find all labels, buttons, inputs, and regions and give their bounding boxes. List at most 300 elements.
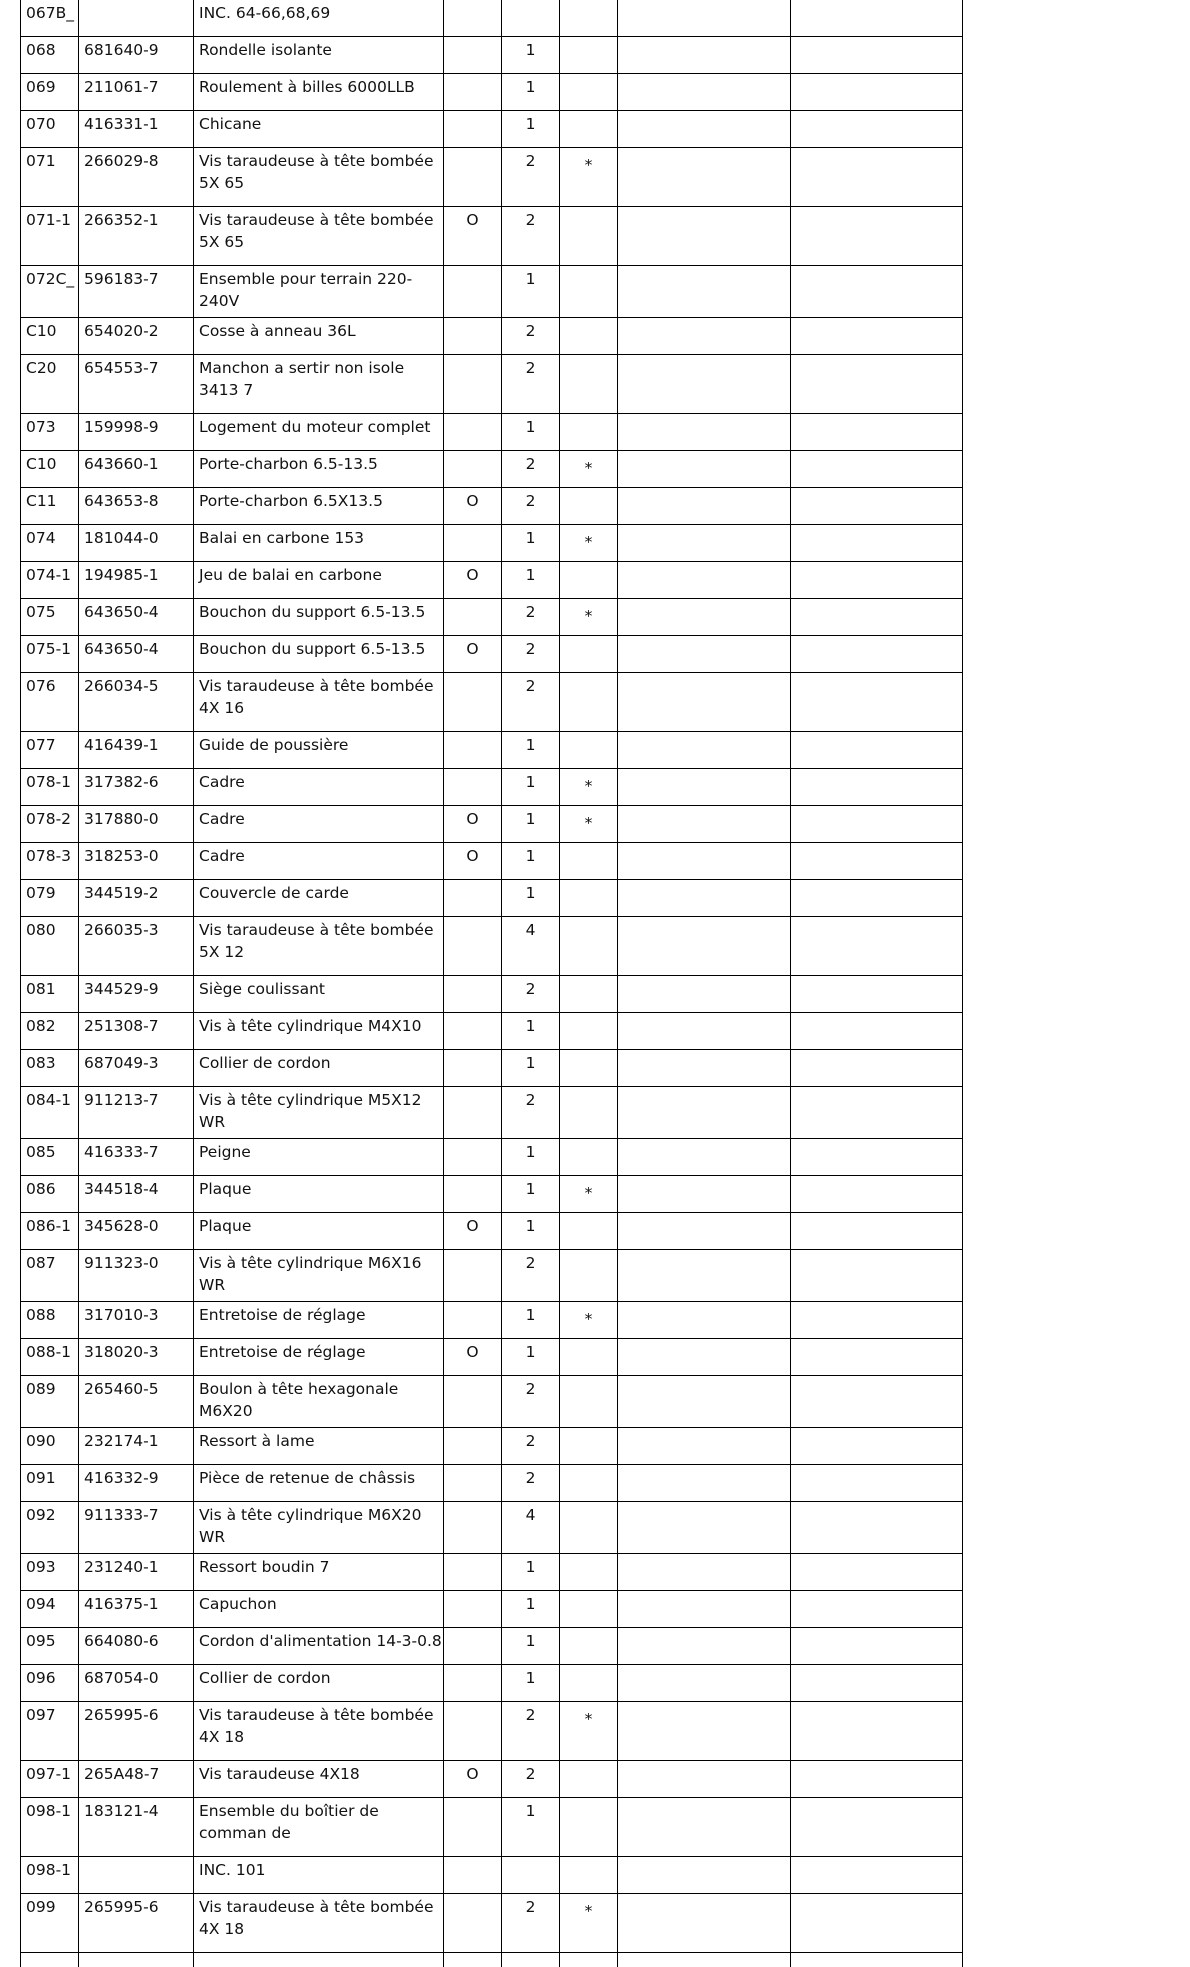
table-row <box>21 1339 963 1376</box>
row-number-cell: 071 <box>21 148 79 207</box>
description-cell: Vis taraudeuse à tête bombée 4X 18 <box>194 1702 444 1761</box>
extra-cell-b <box>791 1798 963 1857</box>
description-cell: Vis à tête cylindrique M6X20 WR <box>194 1502 444 1554</box>
row-number-cell: C20 <box>21 355 79 414</box>
extra-cell-b <box>791 266 963 318</box>
table-row <box>21 1665 963 1702</box>
table-row <box>21 1591 963 1628</box>
extra-cell-a <box>618 806 791 843</box>
row-number-cell: 076 <box>21 673 79 732</box>
extra-cell-b <box>791 1139 963 1176</box>
mark-cell <box>560 673 618 732</box>
part-number-cell <box>79 1857 194 1894</box>
table-row <box>21 111 963 148</box>
extra-cell-a <box>618 636 791 673</box>
table-row <box>21 1502 963 1554</box>
table-row <box>21 636 963 673</box>
extra-cell-a <box>618 1376 791 1428</box>
extra-cell-b <box>791 1761 963 1798</box>
description-cell: Cosse à anneau 36L <box>194 318 444 355</box>
empty-cell <box>560 1953 618 1967</box>
description-cell: Cadre <box>194 843 444 880</box>
row-number-cell: 097 <box>21 1702 79 1761</box>
mark-cell <box>560 1465 618 1502</box>
part-number-cell: 181044-0 <box>79 525 194 562</box>
extra-cell-a <box>618 207 791 266</box>
part-number-cell: 687049-3 <box>79 1050 194 1087</box>
quantity-cell: 1 <box>502 111 560 148</box>
extra-cell-b <box>791 880 963 917</box>
table-row <box>21 769 963 806</box>
mark-cell <box>560 207 618 266</box>
description-cell: Bouchon du support 6.5-13.5 <box>194 636 444 673</box>
part-number-cell: 416332-9 <box>79 1465 194 1502</box>
quantity-cell: 1 <box>502 414 560 451</box>
empty-cell <box>194 1953 444 1967</box>
note-cell <box>444 1013 502 1050</box>
mark-cell: * <box>560 525 618 562</box>
note-cell <box>444 1087 502 1139</box>
row-number-cell: 098-1 <box>21 1798 79 1857</box>
description-cell: Peigne <box>194 1139 444 1176</box>
extra-cell-a <box>618 1428 791 1465</box>
note-cell: O <box>444 562 502 599</box>
table-row <box>21 1376 963 1428</box>
empty-cell <box>502 1953 560 1967</box>
table-row <box>21 880 963 917</box>
quantity-cell: 1 <box>502 1013 560 1050</box>
mark-cell <box>560 1050 618 1087</box>
row-number-cell: 085 <box>21 1139 79 1176</box>
note-cell: O <box>444 1761 502 1798</box>
table-row <box>21 74 963 111</box>
mark-cell <box>560 732 618 769</box>
part-number-cell: 344529-9 <box>79 976 194 1013</box>
mark-cell <box>560 318 618 355</box>
part-number-cell: 318253-0 <box>79 843 194 880</box>
part-number-cell: 643653-8 <box>79 488 194 525</box>
table-row <box>21 732 963 769</box>
quantity-cell: 2 <box>502 1894 560 1953</box>
table-row <box>21 318 963 355</box>
row-number-cell: C10 <box>21 451 79 488</box>
quantity-cell: 2 <box>502 1465 560 1502</box>
note-cell <box>444 1857 502 1894</box>
row-number-cell: C11 <box>21 488 79 525</box>
note-cell <box>444 1554 502 1591</box>
note-cell <box>444 599 502 636</box>
extra-cell-b <box>791 1213 963 1250</box>
extra-cell-a <box>618 1339 791 1376</box>
parts-table-body <box>21 0 963 1967</box>
description-cell: Vis à tête cylindrique M6X16 WR <box>194 1250 444 1302</box>
note-cell <box>444 976 502 1013</box>
part-number-cell: 596183-7 <box>79 266 194 318</box>
quantity-cell: 1 <box>502 1050 560 1087</box>
mark-cell <box>560 0 618 37</box>
mark-cell: * <box>560 1176 618 1213</box>
mark-cell <box>560 37 618 74</box>
mark-cell <box>560 1761 618 1798</box>
note-cell <box>444 769 502 806</box>
note-cell <box>444 266 502 318</box>
row-number-cell: 087 <box>21 1250 79 1302</box>
table-row <box>21 148 963 207</box>
note-cell: O <box>444 1213 502 1250</box>
quantity-cell: 1 <box>502 525 560 562</box>
mark-cell <box>560 1628 618 1665</box>
mark-cell: * <box>560 148 618 207</box>
table-row <box>21 1213 963 1250</box>
mark-cell <box>560 1376 618 1428</box>
extra-cell-a <box>618 355 791 414</box>
mark-cell: * <box>560 599 618 636</box>
extra-cell-a <box>618 562 791 599</box>
quantity-cell: 1 <box>502 74 560 111</box>
mark-cell <box>560 1139 618 1176</box>
extra-cell-a <box>618 0 791 37</box>
extra-cell-a <box>618 318 791 355</box>
quantity-cell: 4 <box>502 1502 560 1554</box>
note-cell <box>444 1176 502 1213</box>
quantity-cell: 2 <box>502 1702 560 1761</box>
description-cell: Chicane <box>194 111 444 148</box>
mark-cell: * <box>560 1702 618 1761</box>
row-number-cell: 075 <box>21 599 79 636</box>
part-number-cell: 251308-7 <box>79 1013 194 1050</box>
note-cell: O <box>444 843 502 880</box>
note-cell <box>444 1702 502 1761</box>
extra-cell-a <box>618 843 791 880</box>
part-number-cell: 654020-2 <box>79 318 194 355</box>
description-cell: INC. 101 <box>194 1857 444 1894</box>
extra-cell-a <box>618 732 791 769</box>
description-cell: Vis taraudeuse 4X18 <box>194 1761 444 1798</box>
description-cell: Jeu de balai en carbone <box>194 562 444 599</box>
extra-cell-b <box>791 1702 963 1761</box>
empty-cell <box>444 1953 502 1967</box>
table-row <box>21 1428 963 1465</box>
row-number-cell: 070 <box>21 111 79 148</box>
extra-cell-a <box>618 599 791 636</box>
extra-cell-a <box>618 1050 791 1087</box>
extra-cell-a <box>618 976 791 1013</box>
part-number-cell: 643650-4 <box>79 636 194 673</box>
quantity-cell: 1 <box>502 1139 560 1176</box>
note-cell <box>444 1428 502 1465</box>
quantity-cell: 1 <box>502 562 560 599</box>
mark-cell <box>560 1554 618 1591</box>
description-cell: INC. 64-66,68,69 <box>194 0 444 37</box>
note-cell <box>444 37 502 74</box>
table-row <box>21 806 963 843</box>
table-row <box>21 976 963 1013</box>
note-cell <box>444 355 502 414</box>
description-cell: Porte-charbon 6.5-13.5 <box>194 451 444 488</box>
quantity-cell: 1 <box>502 1628 560 1665</box>
extra-cell-a <box>618 1761 791 1798</box>
row-number-cell: 094 <box>21 1591 79 1628</box>
quantity-cell: 4 <box>502 917 560 976</box>
mark-cell <box>560 843 618 880</box>
extra-cell-b <box>791 599 963 636</box>
quantity-cell: 2 <box>502 673 560 732</box>
extra-cell-b <box>791 1894 963 1953</box>
parts-table <box>20 0 963 1967</box>
row-number-cell: 095 <box>21 1628 79 1665</box>
note-cell <box>444 111 502 148</box>
part-number-cell: 654553-7 <box>79 355 194 414</box>
extra-cell-a <box>618 1139 791 1176</box>
extra-cell-b <box>791 843 963 880</box>
description-cell: Vis à tête cylindrique M5X12 WR <box>194 1087 444 1139</box>
quantity-cell: 1 <box>502 880 560 917</box>
extra-cell-b <box>791 1554 963 1591</box>
note-cell <box>444 1798 502 1857</box>
table-row <box>21 525 963 562</box>
description-cell: Vis taraudeuse à tête bombée 5X 12 <box>194 917 444 976</box>
row-number-cell: 097-1 <box>21 1761 79 1798</box>
extra-cell-b <box>791 1857 963 1894</box>
table-row <box>21 266 963 318</box>
table-row <box>21 488 963 525</box>
mark-cell <box>560 74 618 111</box>
extra-cell-a <box>618 525 791 562</box>
extra-cell-b <box>791 451 963 488</box>
row-number-cell: 096 <box>21 1665 79 1702</box>
quantity-cell: 1 <box>502 1798 560 1857</box>
description-cell: Plaque <box>194 1176 444 1213</box>
extra-cell-b <box>791 414 963 451</box>
note-cell <box>444 414 502 451</box>
part-number-cell: 194985-1 <box>79 562 194 599</box>
extra-cell-b <box>791 1250 963 1302</box>
description-cell: Collier de cordon <box>194 1050 444 1087</box>
description-cell: Roulement à billes 6000LLB <box>194 74 444 111</box>
note-cell <box>444 1591 502 1628</box>
extra-cell-a <box>618 1665 791 1702</box>
note-cell <box>444 1502 502 1554</box>
description-cell: Rondelle isolante <box>194 37 444 74</box>
part-number-cell: 911323-0 <box>79 1250 194 1302</box>
row-number-cell: 089 <box>21 1376 79 1428</box>
table-row <box>21 599 963 636</box>
description-cell: Vis taraudeuse à tête bombée 5X 65 <box>194 207 444 266</box>
part-number-cell: 317880-0 <box>79 806 194 843</box>
description-cell: Vis à tête cylindrique M4X10 <box>194 1013 444 1050</box>
description-cell: Entretoise de réglage <box>194 1339 444 1376</box>
table-row <box>21 1139 963 1176</box>
table-row-partial <box>21 1953 963 1967</box>
description-cell: Collier de cordon <box>194 1665 444 1702</box>
table-row <box>21 1894 963 1953</box>
table-row <box>21 1761 963 1798</box>
mark-cell <box>560 1250 618 1302</box>
table-row <box>21 1702 963 1761</box>
extra-cell-a <box>618 1213 791 1250</box>
note-cell <box>444 1376 502 1428</box>
quantity-cell: 1 <box>502 843 560 880</box>
row-number-cell: 077 <box>21 732 79 769</box>
extra-cell-a <box>618 74 791 111</box>
row-number-cell: 068 <box>21 37 79 74</box>
table-row <box>21 1798 963 1857</box>
mark-cell: * <box>560 1302 618 1339</box>
note-cell <box>444 0 502 37</box>
quantity-cell: 1 <box>502 266 560 318</box>
row-number-cell: 079 <box>21 880 79 917</box>
part-number-cell: 344518-4 <box>79 1176 194 1213</box>
extra-cell-b <box>791 525 963 562</box>
extra-cell-a <box>618 1176 791 1213</box>
note-cell <box>444 1302 502 1339</box>
quantity-cell: 1 <box>502 806 560 843</box>
part-number-cell: 345628-0 <box>79 1213 194 1250</box>
row-number-cell: 091 <box>21 1465 79 1502</box>
part-number-cell <box>79 0 194 37</box>
extra-cell-b <box>791 1376 963 1428</box>
extra-cell-a <box>618 1628 791 1665</box>
quantity-cell: 1 <box>502 732 560 769</box>
extra-cell-b <box>791 769 963 806</box>
mark-cell <box>560 1428 618 1465</box>
note-cell <box>444 1139 502 1176</box>
row-number-cell: C10 <box>21 318 79 355</box>
quantity-cell: 1 <box>502 1213 560 1250</box>
part-number-cell: 344519-2 <box>79 880 194 917</box>
table-row <box>21 1628 963 1665</box>
note-cell: O <box>444 806 502 843</box>
description-cell: Guide de poussière <box>194 732 444 769</box>
part-number-cell: 265995-6 <box>79 1894 194 1953</box>
mark-cell <box>560 636 618 673</box>
extra-cell-b <box>791 0 963 37</box>
table-row <box>21 1013 963 1050</box>
mark-cell <box>560 976 618 1013</box>
table-row <box>21 843 963 880</box>
extra-cell-a <box>618 266 791 318</box>
empty-cell <box>791 1953 963 1967</box>
note-cell <box>444 525 502 562</box>
part-number-cell: 266029-8 <box>79 148 194 207</box>
row-number-cell: 078-3 <box>21 843 79 880</box>
row-number-cell: 088-1 <box>21 1339 79 1376</box>
part-number-cell: 911213-7 <box>79 1087 194 1139</box>
extra-cell-a <box>618 1250 791 1302</box>
row-number-cell: 078-2 <box>21 806 79 843</box>
quantity-cell: 1 <box>502 1302 560 1339</box>
extra-cell-b <box>791 976 963 1013</box>
row-number-cell: 073 <box>21 414 79 451</box>
mark-cell <box>560 488 618 525</box>
description-cell: Cadre <box>194 769 444 806</box>
extra-cell-b <box>791 673 963 732</box>
row-number-cell: 078-1 <box>21 769 79 806</box>
note-cell <box>444 917 502 976</box>
description-cell: Ressort à lame <box>194 1428 444 1465</box>
quantity-cell: 1 <box>502 1591 560 1628</box>
row-number-cell: 081 <box>21 976 79 1013</box>
quantity-cell: 2 <box>502 1761 560 1798</box>
extra-cell-a <box>618 148 791 207</box>
extra-cell-b <box>791 1176 963 1213</box>
quantity-cell: 2 <box>502 1087 560 1139</box>
row-number-cell: 083 <box>21 1050 79 1087</box>
table-row <box>21 207 963 266</box>
part-number-cell: 266352-1 <box>79 207 194 266</box>
table-row <box>21 1857 963 1894</box>
mark-cell <box>560 355 618 414</box>
row-number-cell: 099 <box>21 1894 79 1953</box>
part-number-cell: 681640-9 <box>79 37 194 74</box>
note-cell <box>444 732 502 769</box>
row-number-cell: 093 <box>21 1554 79 1591</box>
row-number-cell: 082 <box>21 1013 79 1050</box>
part-number-cell: 211061-7 <box>79 74 194 111</box>
row-number-cell: 067B_ <box>21 0 79 37</box>
extra-cell-a <box>618 1302 791 1339</box>
part-number-cell: 266035-3 <box>79 917 194 976</box>
table-row <box>21 1465 963 1502</box>
description-cell: Vis taraudeuse à tête bombée 5X 65 <box>194 148 444 207</box>
quantity-cell: 1 <box>502 1339 560 1376</box>
empty-cell <box>21 1953 79 1967</box>
row-number-cell: 098-1 <box>21 1857 79 1894</box>
quantity-cell: 2 <box>502 148 560 207</box>
mark-cell <box>560 1502 618 1554</box>
extra-cell-b <box>791 318 963 355</box>
note-cell <box>444 1665 502 1702</box>
table-row <box>21 355 963 414</box>
mark-cell <box>560 1665 618 1702</box>
note-cell <box>444 148 502 207</box>
part-number-cell: 318020-3 <box>79 1339 194 1376</box>
part-number-cell: 265995-6 <box>79 1702 194 1761</box>
mark-cell: * <box>560 769 618 806</box>
mark-cell <box>560 1087 618 1139</box>
extra-cell-b <box>791 636 963 673</box>
extra-cell-b <box>791 1339 963 1376</box>
extra-cell-b <box>791 1591 963 1628</box>
extra-cell-b <box>791 37 963 74</box>
row-number-cell: 074 <box>21 525 79 562</box>
part-number-cell: 643650-4 <box>79 599 194 636</box>
table-row <box>21 1087 963 1139</box>
part-number-cell: 231240-1 <box>79 1554 194 1591</box>
row-number-cell: 084-1 <box>21 1087 79 1139</box>
extra-cell-a <box>618 1798 791 1857</box>
description-cell: Bouchon du support 6.5-13.5 <box>194 599 444 636</box>
table-row <box>21 37 963 74</box>
empty-cell <box>79 1953 194 1967</box>
quantity-cell: 2 <box>502 599 560 636</box>
description-cell: Ressort boudin 7 <box>194 1554 444 1591</box>
extra-cell-a <box>618 1554 791 1591</box>
extra-cell-b <box>791 1465 963 1502</box>
description-cell: Manchon a sertir non isole 3413 7 <box>194 355 444 414</box>
note-cell <box>444 673 502 732</box>
extra-cell-b <box>791 1428 963 1465</box>
extra-cell-a <box>618 488 791 525</box>
quantity-cell: 1 <box>502 1176 560 1213</box>
quantity-cell: 2 <box>502 1250 560 1302</box>
mark-cell <box>560 562 618 599</box>
note-cell <box>444 1894 502 1953</box>
mark-cell <box>560 1798 618 1857</box>
description-cell: Pièce de retenue de châssis <box>194 1465 444 1502</box>
table-row <box>21 562 963 599</box>
description-cell: Boulon à tête hexagonale M6X20 <box>194 1376 444 1428</box>
